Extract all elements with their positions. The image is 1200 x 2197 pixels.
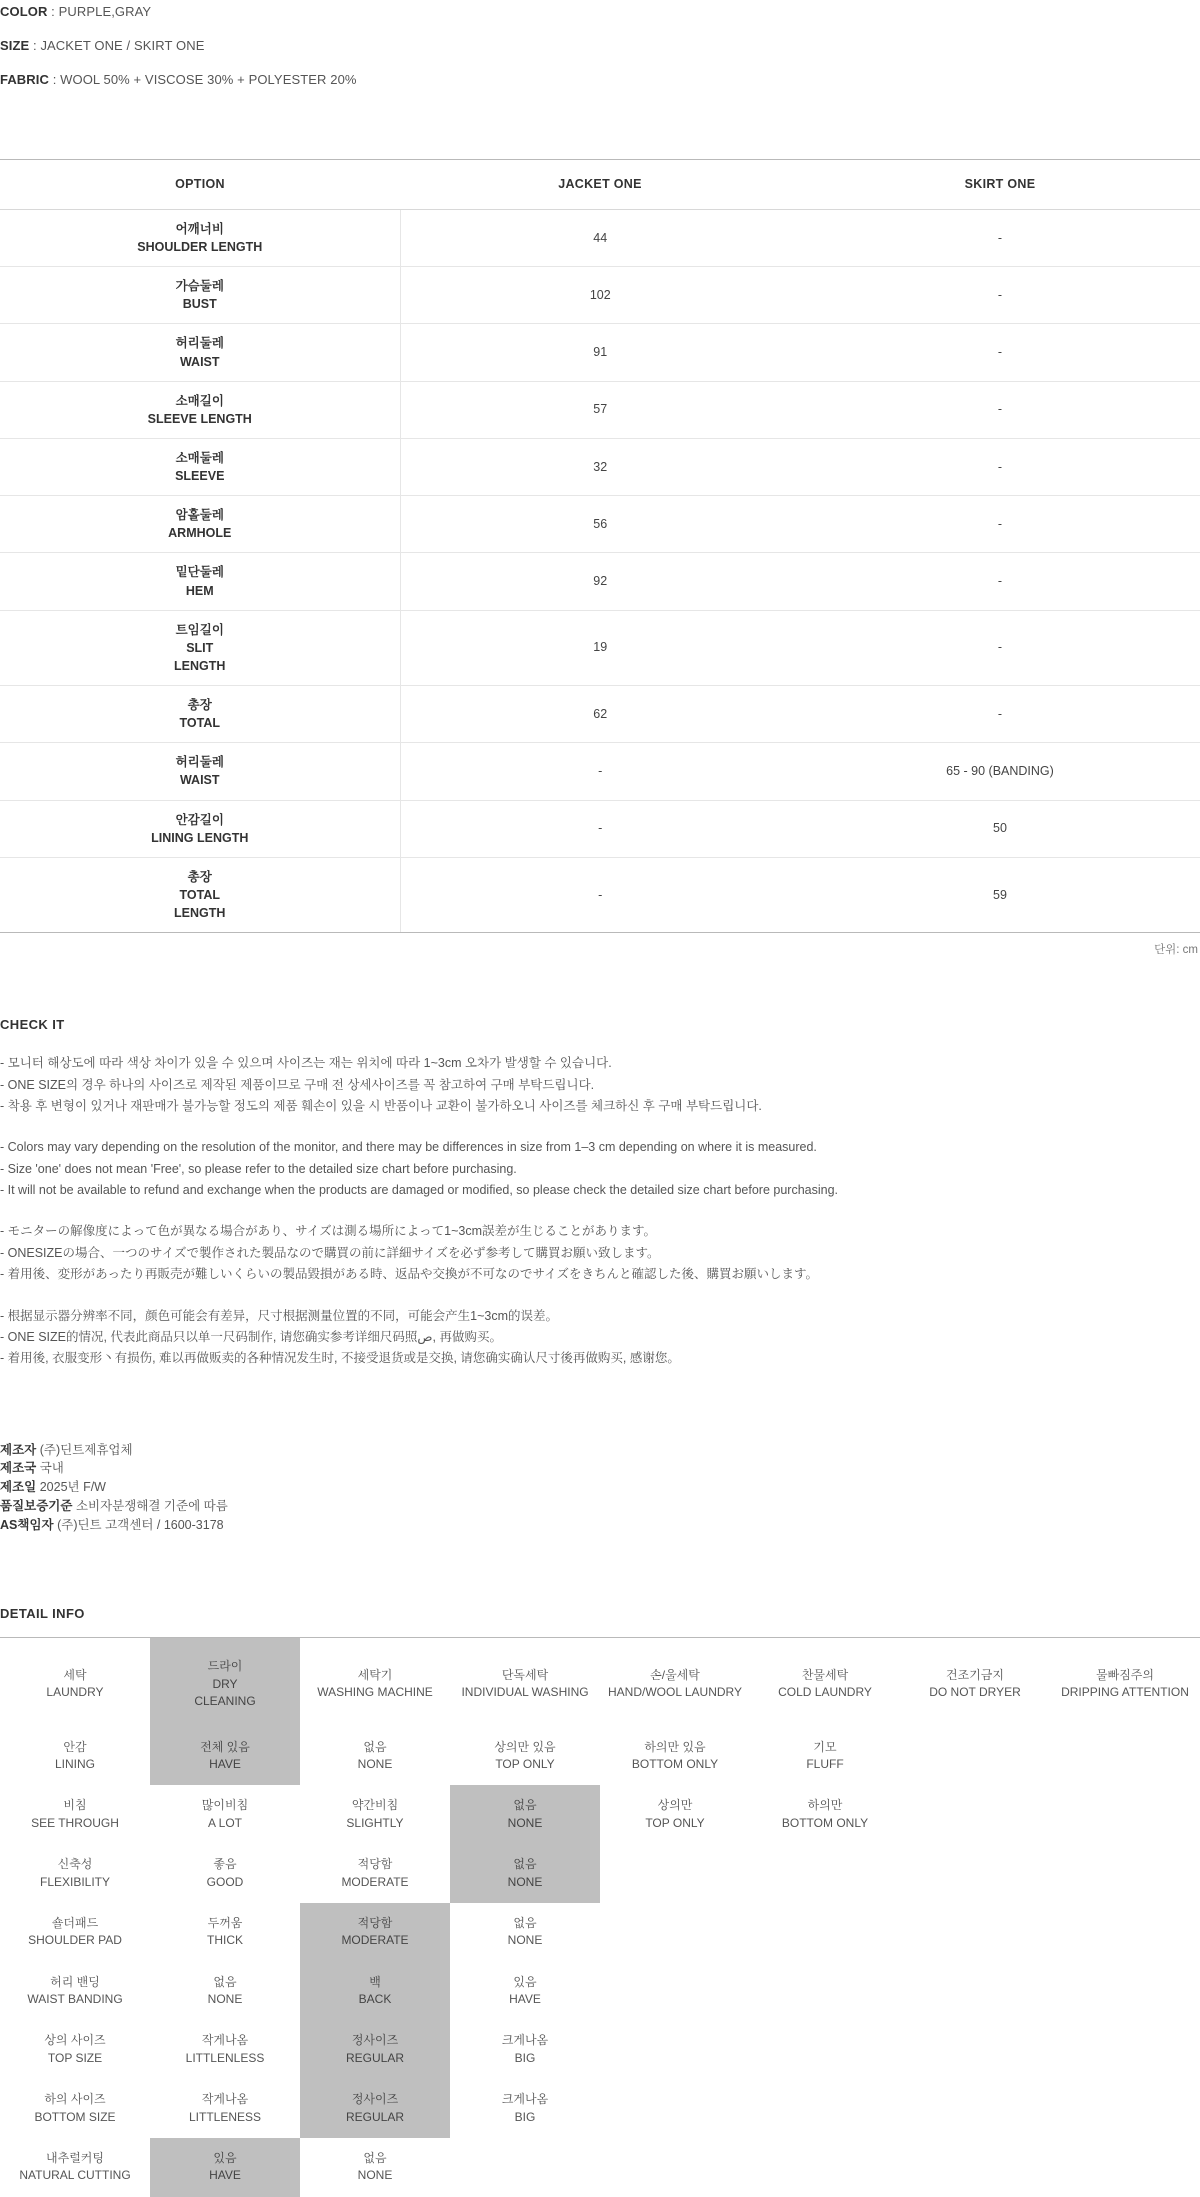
size-value-jacket: 92 <box>400 553 800 610</box>
size-value-skirt: - <box>800 610 1200 685</box>
detail-option-cell <box>600 1962 750 2021</box>
detail-option-cell-ko: 정사이즈 <box>351 2092 399 2107</box>
detail-option-cell-ko: 상의만 있음 <box>494 1739 556 1754</box>
spec-summary <box>0 0 1200 87</box>
table-row <box>0 610 1200 685</box>
detail-row-label-ko: 비침 <box>63 1798 87 1813</box>
detail-row-label <box>0 2020 150 2079</box>
table-row <box>0 324 1200 381</box>
detail-option-cell <box>150 1903 300 1962</box>
size-value-jacket: - <box>400 800 800 857</box>
detail-option-cell-ko: 없음 <box>213 1974 237 1989</box>
size-chart-unit: 단위: cm <box>1154 944 1198 957</box>
detail-option-cell-en: REGULAR <box>345 2109 404 2124</box>
detail-option-cell-en: NONE <box>207 1992 243 2007</box>
detail-option-cell-en: GOOD <box>206 1874 244 1889</box>
size-option-en: SLEEVE LENGTH <box>147 411 252 426</box>
detail-option-cell <box>750 2020 900 2079</box>
detail-header-cell-ko: 단독세탁 <box>501 1668 549 1683</box>
detail-option-cell <box>450 2138 600 2197</box>
detail-option-cell <box>450 1727 600 1786</box>
size-option-en: SLEEVE <box>175 469 225 483</box>
detail-option-cell[interactable] <box>300 2020 450 2079</box>
detail-option-cell-en: NONE <box>357 2168 393 2183</box>
size-value-jacket: 19 <box>400 610 800 685</box>
detail-option-cell <box>450 1962 600 2021</box>
detail-option-cell-en: REGULAR <box>345 2050 404 2065</box>
detail-header-cell-ko: 손/울세탁 <box>650 1668 700 1683</box>
maker-line <box>0 1497 1200 1516</box>
detail-option-cell-ko: 하의만 있음 <box>644 1739 706 1754</box>
detail-option-cell-ko: 없음 <box>513 1798 537 1813</box>
detail-option-cell[interactable] <box>300 1903 450 1962</box>
size-option-ko: 밑단둘레 <box>175 565 224 580</box>
spec-key: COLOR <box>0 4 48 19</box>
maker-key: AS책임자 <box>0 1517 54 1532</box>
spec-value: : PURPLE,GRAY <box>51 4 152 19</box>
size-option-ko: 총장 <box>187 869 212 884</box>
detail-option-cell <box>900 1962 1050 2021</box>
detail-option-cell-ko: 정사이즈 <box>351 2033 399 2048</box>
detail-option-cell-en: BIG <box>514 2050 536 2065</box>
size-chart <box>0 159 1200 957</box>
size-option-cell <box>0 610 400 685</box>
detail-option-cell-ko: 작게나옴 <box>201 2092 249 2107</box>
size-option-en: BUST <box>182 297 217 312</box>
detail-option-cell <box>600 2138 750 2197</box>
detail-row-label-en: SEE THROUGH <box>31 1815 119 1830</box>
detail-option-cell-en: FLUFF <box>806 1756 844 1771</box>
size-value-skirt: 65 - 90 (BANDING) <box>800 743 1200 800</box>
detail-row-label-ko: 안감 <box>63 1739 87 1754</box>
detail-option-cell <box>750 2138 900 2197</box>
detail-row-label-ko: 상의 사이즈 <box>44 2033 106 2048</box>
size-value-skirt: - <box>800 496 1200 553</box>
detail-option-cell-en: BOTTOM ONLY <box>781 1815 869 1830</box>
maker-key: 품질보증기준 <box>0 1498 73 1513</box>
detail-option-cell-en: BACK <box>358 1992 392 2007</box>
size-option-cell <box>0 209 400 266</box>
detail-option-cell-ko: 작게나옴 <box>201 2033 249 2048</box>
spec-key: FABRIC <box>0 72 49 87</box>
maker-key: 제조일 <box>0 1480 37 1495</box>
detail-option-cell <box>1050 1785 1200 1844</box>
detail-info-row <box>0 1903 1200 1962</box>
size-chart-header-jacket: JACKET ONE <box>400 160 800 210</box>
maker-line <box>0 1459 1200 1478</box>
size-option-ko: 안감길이 <box>175 812 224 827</box>
note-line: - Size 'one' does not mean 'Free', so please refer to the detailed size chart before purchasing. <box>0 1161 517 1176</box>
note-line: - ONESIZEの場合、一つのサイズで製作された製品なので購買の前に詳細サイズを必ず参考して購買お願い致します。 <box>0 1245 660 1260</box>
detail-header-cell-ko: 건조기금지 <box>946 1668 1004 1683</box>
size-option-ko: 트임길이 <box>175 622 224 637</box>
note-group <box>0 1054 1200 1116</box>
check-it-title: CHECK IT <box>0 1017 65 1033</box>
detail-option-cell-en: TOP ONLY <box>495 1756 555 1771</box>
detail-option-cell <box>900 1785 1050 1844</box>
detail-option-cell <box>1050 2020 1200 2079</box>
detail-option-cell[interactable] <box>300 1962 450 2021</box>
detail-option-cell <box>600 1727 750 1786</box>
size-option-ko: 허리둘레 <box>175 336 224 351</box>
detail-option-cell-ko: 있음 <box>513 1974 537 1989</box>
size-value-jacket: 57 <box>400 381 800 438</box>
size-option-cell <box>0 381 400 438</box>
maker-line <box>0 1478 1200 1497</box>
detail-option-cell-en: A LOT <box>207 1815 242 1830</box>
detail-option-cell <box>900 1903 1050 1962</box>
detail-header-cell <box>600 1638 750 1727</box>
detail-row-label-en: FLEXIBILITY <box>39 1874 111 1889</box>
detail-option-cell-ko: 크게나옴 <box>501 2092 549 2107</box>
detail-header-cell-ko: 찬물세탁 <box>801 1668 849 1683</box>
detail-header-cell <box>900 1638 1050 1727</box>
size-value-jacket: 56 <box>400 496 800 553</box>
size-option-ko: 소매길이 <box>175 393 224 408</box>
maker-info <box>0 1441 1200 1535</box>
table-row <box>0 267 1200 324</box>
detail-info-row <box>0 1844 1200 1903</box>
size-option-en: WAIST <box>179 773 220 788</box>
spec-value: : WOOL 50% + VISCOSE 30% + POLYESTER 20% <box>52 72 357 87</box>
detail-option-cell-ko: 좋음 <box>213 1857 237 1872</box>
maker-value: (주)딘트 고객센터 / 1600-3178 <box>57 1517 224 1532</box>
detail-option-cell-ko: 하의만 <box>807 1798 843 1813</box>
size-chart-header-skirt: SKIRT ONE <box>800 160 1200 210</box>
detail-option-cell <box>900 2079 1050 2138</box>
size-value-skirt: - <box>800 686 1200 743</box>
detail-header-cell-en: HAND/WOOL LAUNDRY <box>607 1685 743 1700</box>
spec-line <box>0 38 1200 53</box>
detail-option-cell <box>300 1727 450 1786</box>
spec-key: SIZE <box>0 38 30 53</box>
detail-header-cell-en: LAUNDRY <box>46 1685 104 1700</box>
table-row <box>0 800 1200 857</box>
detail-row-label <box>0 1727 150 1786</box>
detail-row-label <box>0 1844 150 1903</box>
size-chart-table <box>0 159 1200 933</box>
note-line: - 着用後、変形があったり再販売が難しいくらいの製品毀損がある時、返品や交換が不可なのでサイズをきちんと確認した後、購買お願いします。 <box>0 1267 819 1282</box>
size-option-cell <box>0 438 400 495</box>
detail-option-cell-en: NONE <box>507 1815 543 1830</box>
detail-header-cell-ko: 물빠짐주의 <box>1096 1668 1154 1683</box>
detail-option-cell <box>600 2020 750 2079</box>
size-option-en: TOTAL <box>179 716 220 731</box>
size-chart-header-row <box>0 160 1200 210</box>
detail-header-cell-ko: 세탁 <box>63 1668 87 1683</box>
maker-key: 제조국 <box>0 1461 37 1476</box>
detail-option-cell <box>150 2079 300 2138</box>
detail-option-cell <box>900 1727 1050 1786</box>
note-group <box>0 1138 1200 1200</box>
detail-header-cell-en: DRIPPING ATTENTION <box>1061 1685 1189 1700</box>
size-option-cell <box>0 686 400 743</box>
detail-row-label <box>0 1785 150 1844</box>
table-row <box>0 209 1200 266</box>
detail-option-cell <box>300 2138 450 2197</box>
detail-header-cell-en: INDIVIDUAL WASHING <box>461 1685 589 1700</box>
size-value-jacket: - <box>400 743 800 800</box>
maker-value: 소비자분쟁해결 기준에 따름 <box>75 1498 228 1513</box>
detail-option-cell <box>900 2138 1050 2197</box>
detail-option-cell <box>150 1962 300 2021</box>
detail-option-cell <box>450 2020 600 2079</box>
detail-option-cell <box>600 1903 750 1962</box>
note-group <box>0 1307 1200 1369</box>
detail-option-cell <box>1050 1962 1200 2021</box>
size-option-ko: 총장 <box>187 698 212 712</box>
detail-row-label-en: TOP SIZE <box>47 2050 103 2065</box>
note-group <box>0 1222 1200 1284</box>
spec-line <box>0 4 1200 19</box>
detail-info-title: DETAIL INFO <box>0 1606 85 1622</box>
detail-option-cell <box>150 1844 300 1903</box>
size-value-skirt: - <box>800 553 1200 610</box>
size-option-en: LINING LENGTH <box>151 830 249 845</box>
detail-option-cell <box>1050 1844 1200 1903</box>
detail-option-cell-ko: 상의만 <box>657 1798 693 1813</box>
detail-option-cell-ko: 약간비침 <box>351 1798 399 1813</box>
detail-header-cell <box>1050 1638 1200 1727</box>
detail-option-cell-en: LITTLENLESS <box>185 2050 265 2065</box>
note-line: - 모니터 해상도에 따라 색상 차이가 있을 수 있으며 사이즈는 재는 위치에 따라 1~3cm 오차가 발생할 수 있습니다. <box>0 1056 612 1071</box>
detail-option-cell-en: MODERATE <box>341 1874 409 1889</box>
detail-option-cell-ko: 있음 <box>213 2151 237 2166</box>
detail-option-cell <box>450 2079 600 2138</box>
note-line: - 根据显示器分辨率不同，颜色可能会有差异，尺寸根据测量位置的不同，可能会产生1~3cm的误差。 <box>0 1308 559 1323</box>
detail-option-cell[interactable] <box>150 1727 300 1786</box>
detail-option-cell-en: LITTLENESS <box>188 2109 262 2124</box>
detail-row-label-en: BOTTOM SIZE <box>34 2109 116 2124</box>
detail-option-cell-ko: 없음 <box>363 1739 387 1754</box>
note-line: - 着用後, 衣服变形丶有损伤, 难以再做贩卖的各种情况发生时, 不接受退货或是交换, 请您确实确认尺寸後再做购买, 感谢您。 <box>0 1351 680 1366</box>
detail-option-cell-en: NONE <box>357 1756 393 1771</box>
detail-option-cell <box>450 1903 600 1962</box>
note-line: - ONE SIZE的情况, 代表此商品只以单一尺码制作, 请您确实参考详细尺码照ص, 再做购买。 <box>0 1329 502 1344</box>
detail-option-cell-en: HAVE <box>209 1756 241 1771</box>
detail-info-table-wrap <box>0 1637 1200 2196</box>
detail-header-cell-en: DO NOT DRYER <box>929 1685 1021 1700</box>
size-option-cell <box>0 324 400 381</box>
detail-option-cell <box>600 1844 750 1903</box>
table-row <box>0 496 1200 553</box>
detail-header-cell <box>450 1638 600 1727</box>
detail-info-table <box>0 1637 1200 2196</box>
detail-header-cell-ko: 세탁기 <box>357 1668 393 1683</box>
detail-option-cell-en: HAVE <box>509 1992 541 2007</box>
detail-header-cell-en: DRY CLEANING <box>194 1676 256 1709</box>
detail-option-cell-en: NONE <box>507 1933 543 1948</box>
note-line: - モニターの解像度によって色が異なる場合があり、サイズは測る場所によって1~3cm誤差が生じることがあります。 <box>0 1224 657 1239</box>
size-option-cell <box>0 496 400 553</box>
detail-info-row <box>0 1727 1200 1786</box>
detail-row-label-en: LINING <box>54 1756 95 1771</box>
size-value-skirt: - <box>800 438 1200 495</box>
size-option-cell <box>0 553 400 610</box>
detail-row-label <box>0 1903 150 1962</box>
detail-option-cell-ko: 적당함 <box>357 1915 393 1930</box>
detail-row-label-ko: 하의 사이즈 <box>44 2092 106 2107</box>
detail-row-label <box>0 1962 150 2021</box>
detail-option-cell-ko: 전체 있음 <box>200 1739 250 1754</box>
detail-option-cell <box>300 1844 450 1903</box>
detail-option-cell <box>750 1903 900 1962</box>
maker-value: (주)딘트제휴업체 <box>39 1442 133 1457</box>
detail-option-cell-en: MODERATE <box>341 1933 409 1948</box>
size-value-skirt: - <box>800 209 1200 266</box>
detail-option-cell[interactable] <box>450 1785 600 1844</box>
size-option-ko: 허리둘레 <box>175 755 224 770</box>
check-it-notes <box>0 1054 1200 1369</box>
detail-option-cell[interactable] <box>300 2079 450 2138</box>
size-value-jacket: 91 <box>400 324 800 381</box>
detail-row-label-ko: 허리 밴딩 <box>50 1974 100 1989</box>
detail-option-cell-en: HAVE <box>209 2168 241 2183</box>
detail-option-cell <box>1050 2138 1200 2197</box>
size-value-jacket: 44 <box>400 209 800 266</box>
size-value-jacket: 102 <box>400 267 800 324</box>
table-row <box>0 857 1200 932</box>
size-option-en: SHOULDER LENGTH <box>137 240 263 254</box>
detail-option-cell <box>600 1785 750 1844</box>
detail-option-cell <box>750 2079 900 2138</box>
table-row <box>0 686 1200 743</box>
note-line: - It will not be available to refund and exchange when the products are damaged or modified, so please check the detailed size chart before purchasing. <box>0 1183 839 1197</box>
detail-option-cell[interactable] <box>150 2138 300 2197</box>
detail-option-cell <box>300 1785 450 1844</box>
detail-option-cell <box>750 1962 900 2021</box>
table-row <box>0 381 1200 438</box>
size-option-cell <box>0 800 400 857</box>
spec-line <box>0 72 1200 87</box>
detail-option-cell <box>750 1727 900 1786</box>
detail-option-cell <box>600 2079 750 2138</box>
detail-row-label-ko: 신축성 <box>57 1857 93 1872</box>
detail-option-cell-en: TOP ONLY <box>645 1815 705 1830</box>
detail-option-cell-ko: 없음 <box>363 2151 387 2166</box>
size-option-ko: 암홀둘레 <box>175 508 224 523</box>
detail-row-label-ko: 내추럴커팅 <box>46 2151 104 2166</box>
maker-value: 2025년 F/W <box>39 1480 106 1495</box>
size-option-en: SLIT LENGTH <box>174 640 226 673</box>
detail-option-cell-ko: 백 <box>369 1974 381 1989</box>
detail-option-cell-ko: 기모 <box>813 1739 837 1754</box>
detail-option-cell <box>1050 1903 1200 1962</box>
detail-info-row <box>0 1785 1200 1844</box>
detail-header-cell[interactable] <box>150 1638 300 1727</box>
detail-option-cell <box>1050 1727 1200 1786</box>
spec-value: : JACKET ONE / SKIRT ONE <box>33 38 205 53</box>
detail-option-cell-ko: 없음 <box>513 1857 537 1872</box>
detail-option-cell <box>900 2020 1050 2079</box>
size-value-skirt: - <box>800 381 1200 438</box>
detail-option-cell <box>900 1844 1050 1903</box>
size-option-ko: 가슴둘레 <box>175 279 224 294</box>
detail-option-cell[interactable] <box>450 1844 600 1903</box>
size-option-en: WAIST <box>179 354 220 369</box>
detail-row-label <box>0 2079 150 2138</box>
maker-line <box>0 1516 1200 1535</box>
table-row <box>0 743 1200 800</box>
detail-option-cell-ko: 두꺼움 <box>207 1915 243 1930</box>
check-it-section <box>0 1017 1200 1369</box>
detail-row-label-en: WAIST BANDING <box>27 1992 123 2007</box>
size-option-en: HEM <box>185 583 214 598</box>
note-line: - ONE SIZE의 경우 하나의 사이즈로 제작된 제품이므로 구매 전 상세사이즈를 꼭 참고하여 구매 부탁드립니다. <box>0 1077 595 1092</box>
detail-info-header-row <box>0 1638 1200 1727</box>
detail-info-row <box>0 1962 1200 2021</box>
maker-line <box>0 1441 1200 1460</box>
detail-info-row <box>0 2138 1200 2197</box>
size-value-skirt: 59 <box>800 857 1200 932</box>
detail-info-section <box>0 1606 1200 2196</box>
note-line: - 착용 후 변형이 있거나 재판매가 불가능할 정도의 제품 훼손이 있을 시 반품이나 교환이 불가하오니 사이즈를 체크하신 후 구매 부탁드립니다. <box>0 1098 762 1113</box>
detail-option-cell <box>1050 2079 1200 2138</box>
detail-option-cell-en: BIG <box>514 2109 536 2124</box>
detail-option-cell-en: SLIGHTLY <box>346 1815 404 1830</box>
detail-header-cell-en: WASHING MACHINE <box>317 1685 433 1700</box>
detail-header-cell <box>0 1638 150 1727</box>
detail-option-cell-ko: 적당함 <box>357 1857 393 1872</box>
detail-header-cell-en: COLD LAUNDRY <box>778 1685 872 1700</box>
detail-info-row <box>0 2020 1200 2079</box>
size-option-cell <box>0 857 400 932</box>
detail-info-row <box>0 2079 1200 2138</box>
detail-option-cell <box>150 2020 300 2079</box>
maker-key: 제조자 <box>0 1442 37 1457</box>
detail-row-label-en: NATURAL CUTTING <box>19 2168 131 2183</box>
detail-header-cell <box>750 1638 900 1727</box>
detail-option-cell-ko: 크게나옴 <box>501 2033 549 2048</box>
maker-value: 국내 <box>39 1461 64 1476</box>
size-option-en: ARMHOLE <box>168 526 232 541</box>
size-value-skirt: 50 <box>800 800 1200 857</box>
detail-row-label-en: SHOULDER PAD <box>28 1933 122 1948</box>
size-option-cell <box>0 267 400 324</box>
size-chart-header-option: OPTION <box>0 160 400 210</box>
detail-option-cell <box>150 1785 300 1844</box>
size-value-jacket: 32 <box>400 438 800 495</box>
size-option-ko: 소매둘레 <box>175 450 224 465</box>
detail-option-cell-en: NONE <box>507 1874 543 1889</box>
detail-option-cell-en: BOTTOM ONLY <box>631 1756 719 1771</box>
detail-row-label <box>0 2138 150 2197</box>
detail-option-cell-ko: 없음 <box>513 1915 537 1930</box>
table-row <box>0 553 1200 610</box>
detail-header-cell-ko: 드라이 <box>207 1659 243 1674</box>
size-option-en: TOTAL LENGTH <box>174 887 226 920</box>
size-option-cell <box>0 743 400 800</box>
size-value-skirt: - <box>800 324 1200 381</box>
size-value-skirt: - <box>800 267 1200 324</box>
detail-option-cell <box>750 1785 900 1844</box>
detail-option-cell-ko: 많이비침 <box>201 1798 249 1813</box>
detail-option-cell-en: THICK <box>207 1933 243 1948</box>
detail-option-cell <box>750 1844 900 1903</box>
table-row <box>0 438 1200 495</box>
size-option-ko: 어깨너비 <box>175 221 224 236</box>
detail-header-cell <box>300 1638 450 1727</box>
detail-row-label-ko: 숄더패드 <box>51 1915 99 1930</box>
size-value-jacket: 62 <box>400 686 800 743</box>
size-value-jacket: - <box>400 857 800 932</box>
note-line: - Colors may vary depending on the resolution of the monitor, and there may be differences in size from 1–3 cm depending on where it is measured. <box>0 1140 817 1155</box>
